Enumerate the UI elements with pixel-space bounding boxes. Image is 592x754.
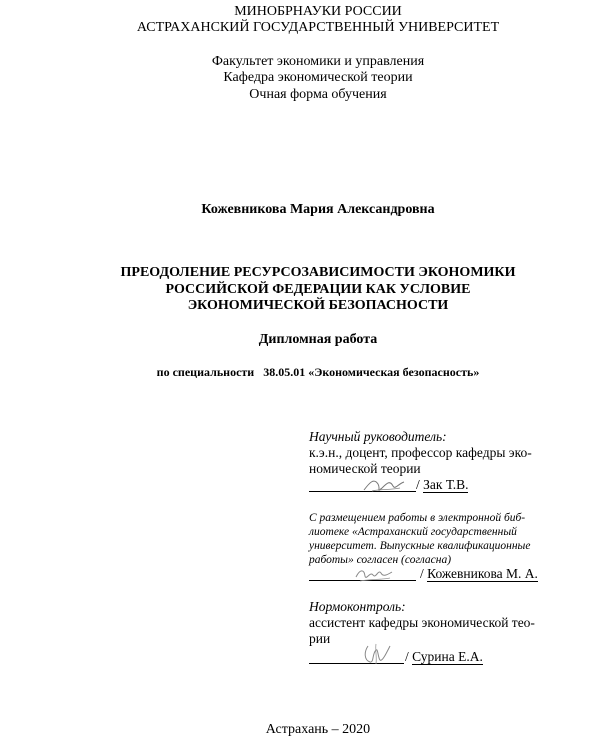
supervisor-name-row: / Зак Т.В. bbox=[416, 477, 469, 492]
normcontrol-title-line-1: ассистент кафедры экономической тео- bbox=[309, 615, 535, 630]
consent-line-4: работы» согласен (согласна) bbox=[309, 554, 452, 566]
author-short-name: Кожевникова М. А. bbox=[427, 566, 538, 581]
consent-line-3: университет. Выпускные квалификационные bbox=[309, 540, 531, 552]
supervisor-name: Зак Т.В. bbox=[423, 477, 469, 492]
work-type: Дипломная работа bbox=[258, 332, 378, 347]
consent-line-2: лиотеке «Астраханский государственный bbox=[309, 526, 517, 538]
faculty-name: Факультет экономики и управления bbox=[211, 54, 425, 69]
ministry-name: МИНОБРНАУКИ РОССИИ bbox=[234, 4, 402, 19]
supervisor-title-line-1: к.э.н., доцент, профессор кафедры эко- bbox=[309, 445, 532, 460]
normcontrol-name: Сурина Е.А. bbox=[412, 649, 483, 664]
supervisor-title-line-2: номической теории bbox=[309, 461, 421, 476]
author-signature-icon bbox=[352, 563, 398, 585]
thesis-title-line-1: ПРЕОДОЛЕНИЕ РЕСУРСОЗАВИСИМОСТИ ЭКОНОМИКИ bbox=[120, 265, 516, 280]
city-year: Астрахань – 2020 bbox=[265, 722, 371, 737]
normcontrol-signature-icon bbox=[358, 640, 398, 668]
normcontrol-title-line-2: рии bbox=[309, 631, 331, 646]
normcontrol-name-row: / Сурина Е.А. bbox=[405, 649, 483, 664]
study-form: Очная форма обучения bbox=[249, 87, 387, 102]
supervisor-signature-icon bbox=[360, 474, 408, 496]
department-name: Кафедра экономической теории bbox=[223, 70, 413, 85]
supervisor-label: Научный руководитель: bbox=[309, 429, 447, 444]
thesis-title-line-2: РОССИЙСКОЙ ФЕДЕРАЦИИ КАК УСЛОВИЕ bbox=[165, 282, 471, 297]
author-name: Кожевникова Мария Александровна bbox=[201, 202, 435, 217]
normcontrol-label: Нормоконтроль: bbox=[309, 599, 406, 614]
consent-line-1: С размещением работы в электронной биб- bbox=[309, 512, 526, 524]
specialty: по специальности 38.05.01 «Экономическая безопасность» bbox=[156, 365, 480, 379]
author-name-row: / Кожевникова М. А. bbox=[420, 566, 538, 581]
thesis-title-line-3: ЭКОНОМИЧЕСКОЙ БЕЗОПАСНОСТИ bbox=[187, 298, 449, 313]
university-name: АСТРАХАНСКИЙ ГОСУДАРСТВЕННЫЙ УНИВЕРСИТЕТ bbox=[136, 20, 500, 35]
